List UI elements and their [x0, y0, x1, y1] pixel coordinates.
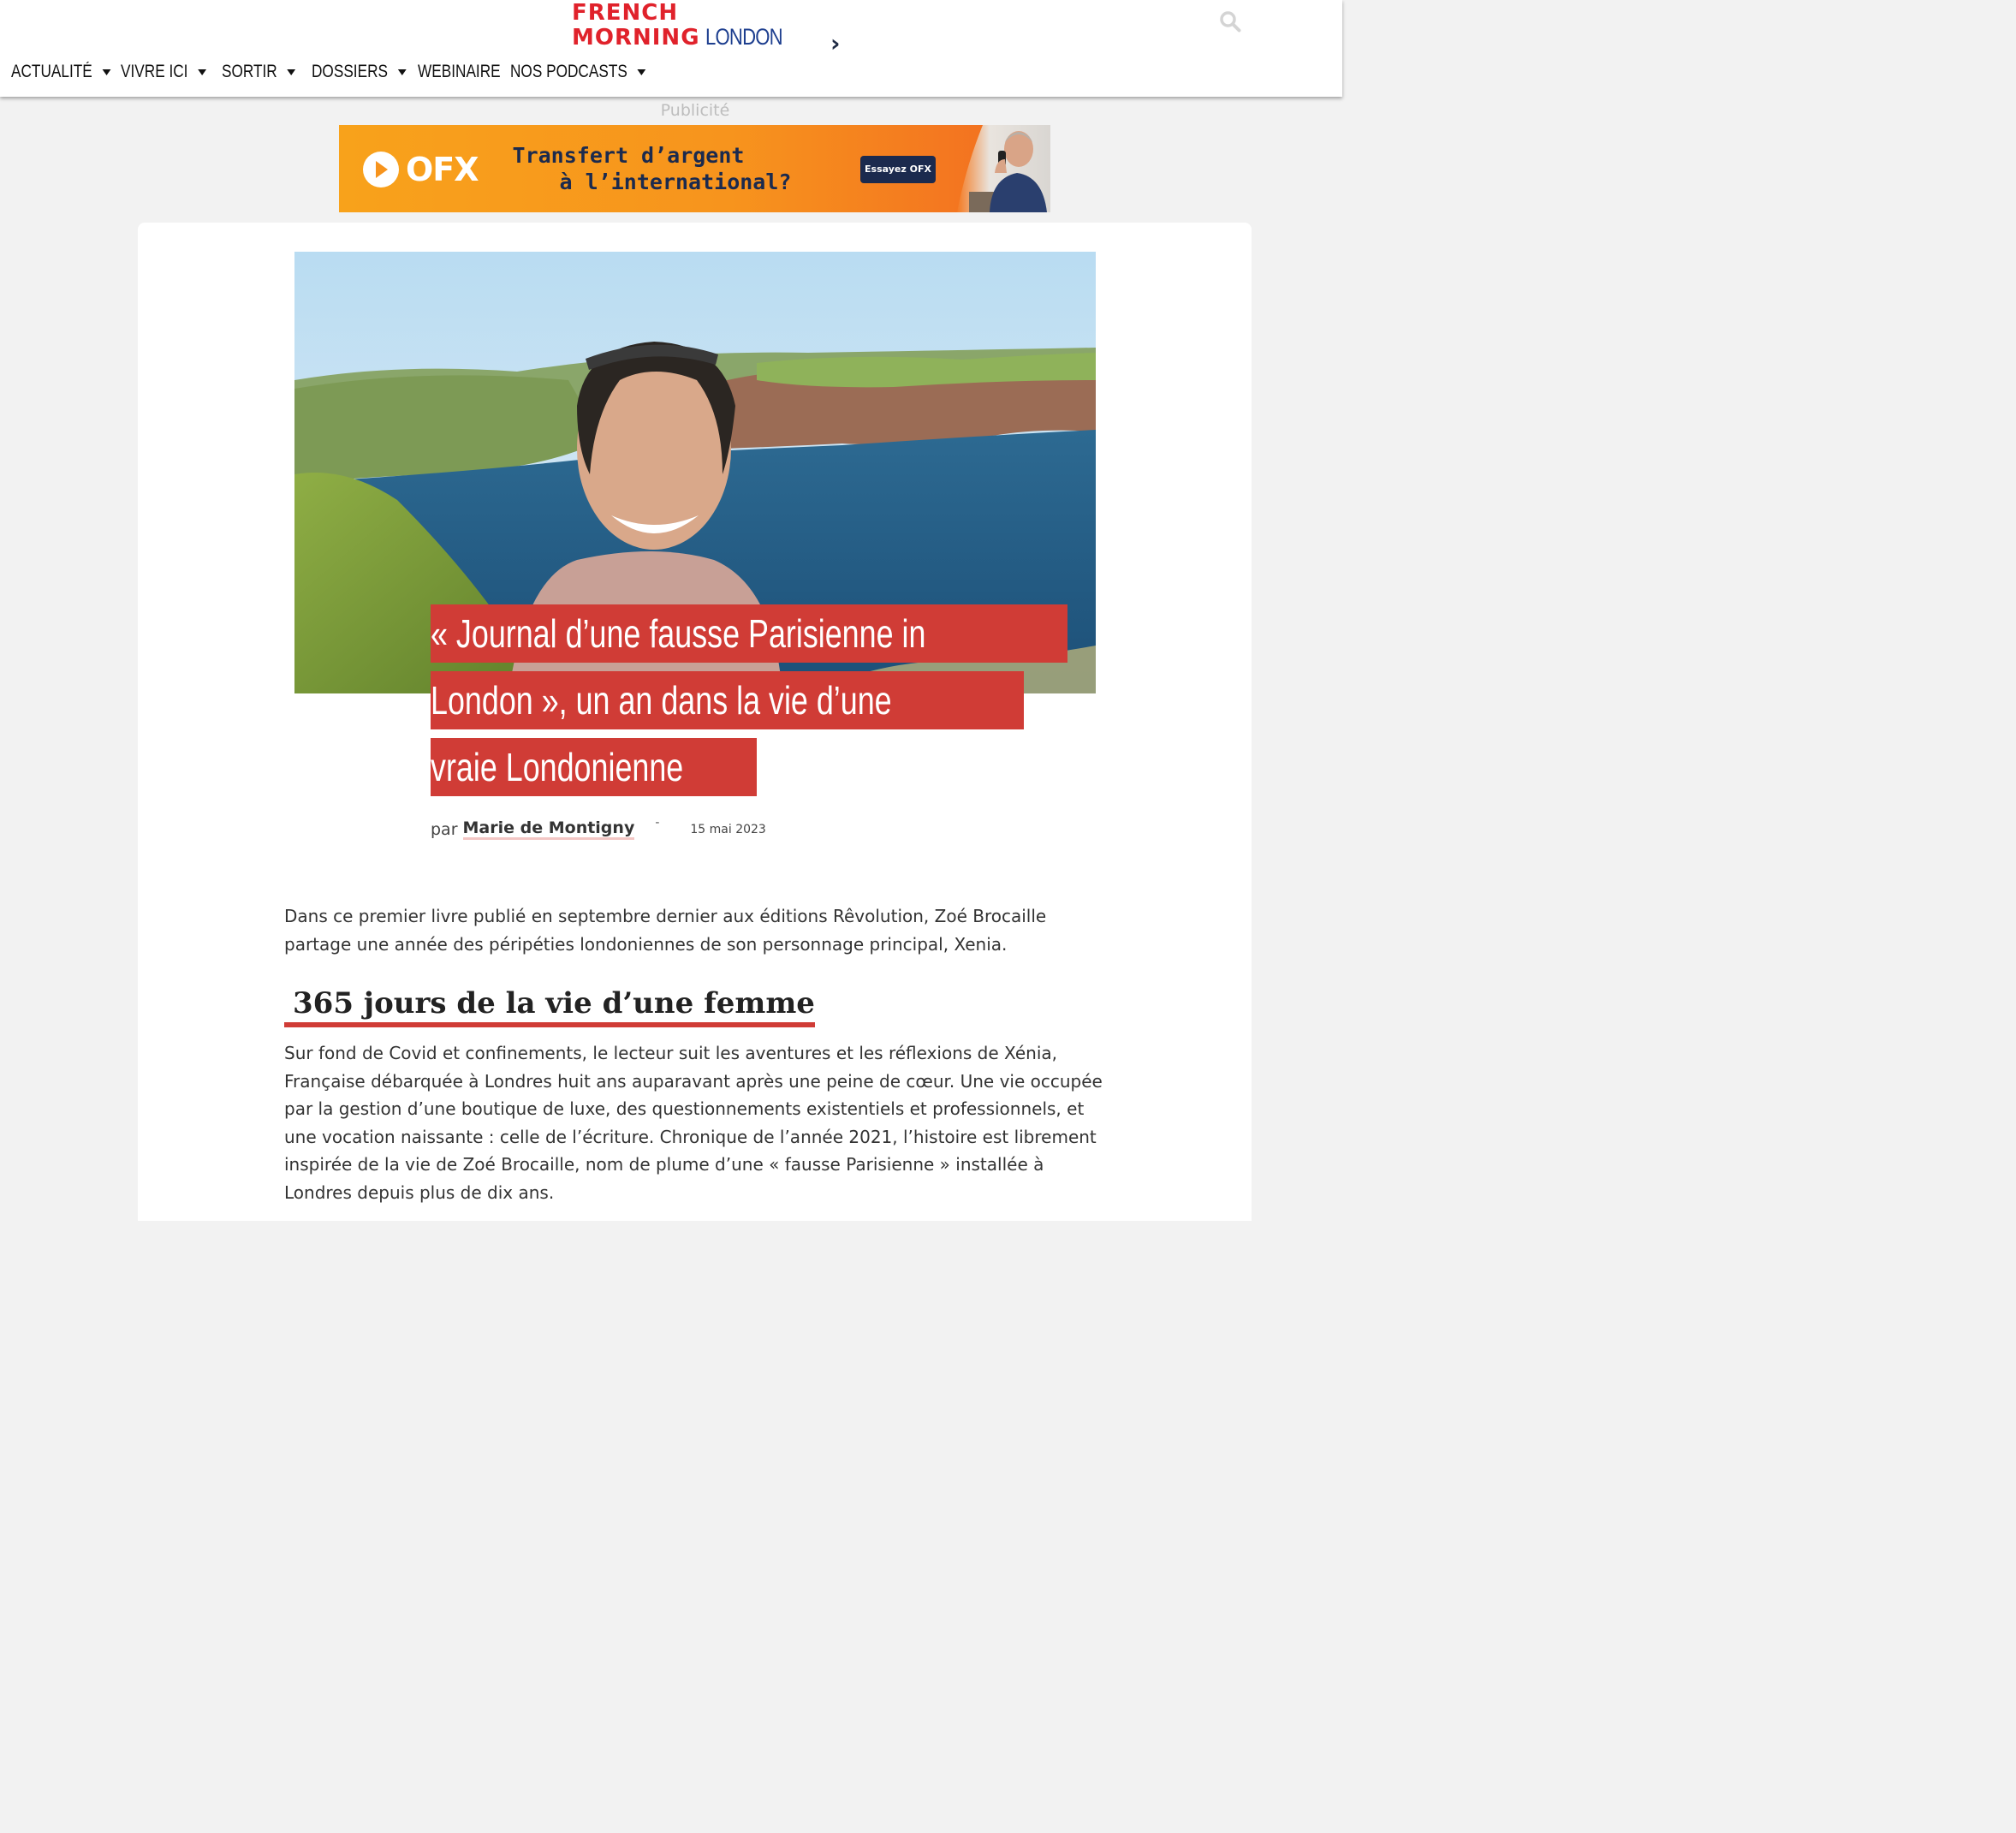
site-logo[interactable] — [572, 2, 799, 49]
publish-date: 15 mai 2023 — [690, 822, 766, 836]
ad-label: Publicité — [660, 101, 730, 120]
logo-line-french: FRENCH — [572, 0, 679, 26]
nav-item-nos-podcasts[interactable]: NOS PODCASTS — [510, 62, 622, 82]
caret-down-icon — [198, 69, 206, 75]
nav-item-actualite[interactable]: ACTUALITÉ — [11, 62, 101, 82]
author-link[interactable]: Marie de Montigny — [463, 818, 635, 840]
byline — [431, 815, 766, 840]
chevron-right-icon[interactable]: › — [830, 29, 841, 57]
main-nav — [11, 62, 647, 82]
section-heading: 365 jours de la vie d’une femme — [284, 985, 815, 1027]
nav-item-sortir[interactable]: SORTIR — [222, 62, 295, 82]
ad-person-image — [957, 125, 1050, 212]
article-title: « Journal d’une fausse Parisienne in London », un an dans la vie d’une vraie Londonienne — [431, 604, 961, 805]
logo-line-morning: MORNING — [572, 25, 700, 51]
article-body: Sur fond de Covid et confinements, le lecteur suit les aventures et les réflexions de Xénia, Française débarquée à Londres huit ans auparavant après une peine de cœur. Une vie occupée par la gestion d’une boutique de luxe, des questionnements existentiels et professionnels, et une vocation naissante : celle de l’écriture. Chronique de l’année 2021, l’histoire est librement inspirée de la vie de Zoé Brocaille, nom de plume d’une « fausse Parisienne » installée à Londres depuis plus de dix ans. — [284, 1043, 1103, 1203]
play-icon — [363, 152, 399, 187]
byline-separator: - — [655, 815, 660, 830]
logo-city: LONDON — [705, 24, 782, 50]
caret-down-icon — [637, 69, 645, 75]
nav-item-dossiers[interactable]: DOSSIERS — [312, 62, 399, 82]
ad-cta-button[interactable]: Essayez OFX — [860, 156, 936, 183]
by-prefix: par — [431, 819, 458, 839]
article-intro: Dans ce premier livre publié en septembre dernier aux éditions Rêvolution, Zoé Brocaille partage une année des péripéties londoniennes de son personnage principal, Xenia. — [284, 906, 1047, 955]
ad-headline: Transfert d’argent à l’international? — [512, 143, 792, 194]
nav-item-vivre-ici[interactable]: VIVRE ICI — [121, 62, 204, 82]
nav-item-webinaire[interactable]: WEBINAIRE — [418, 62, 501, 81]
caret-down-icon — [287, 69, 295, 75]
ad-banner[interactable] — [339, 125, 1050, 212]
search-icon[interactable] — [1219, 10, 1241, 33]
ofx-logo: OFX — [363, 151, 479, 188]
caret-down-icon — [102, 69, 110, 75]
site-header — [0, 0, 1342, 97]
caret-down-icon — [397, 69, 406, 75]
